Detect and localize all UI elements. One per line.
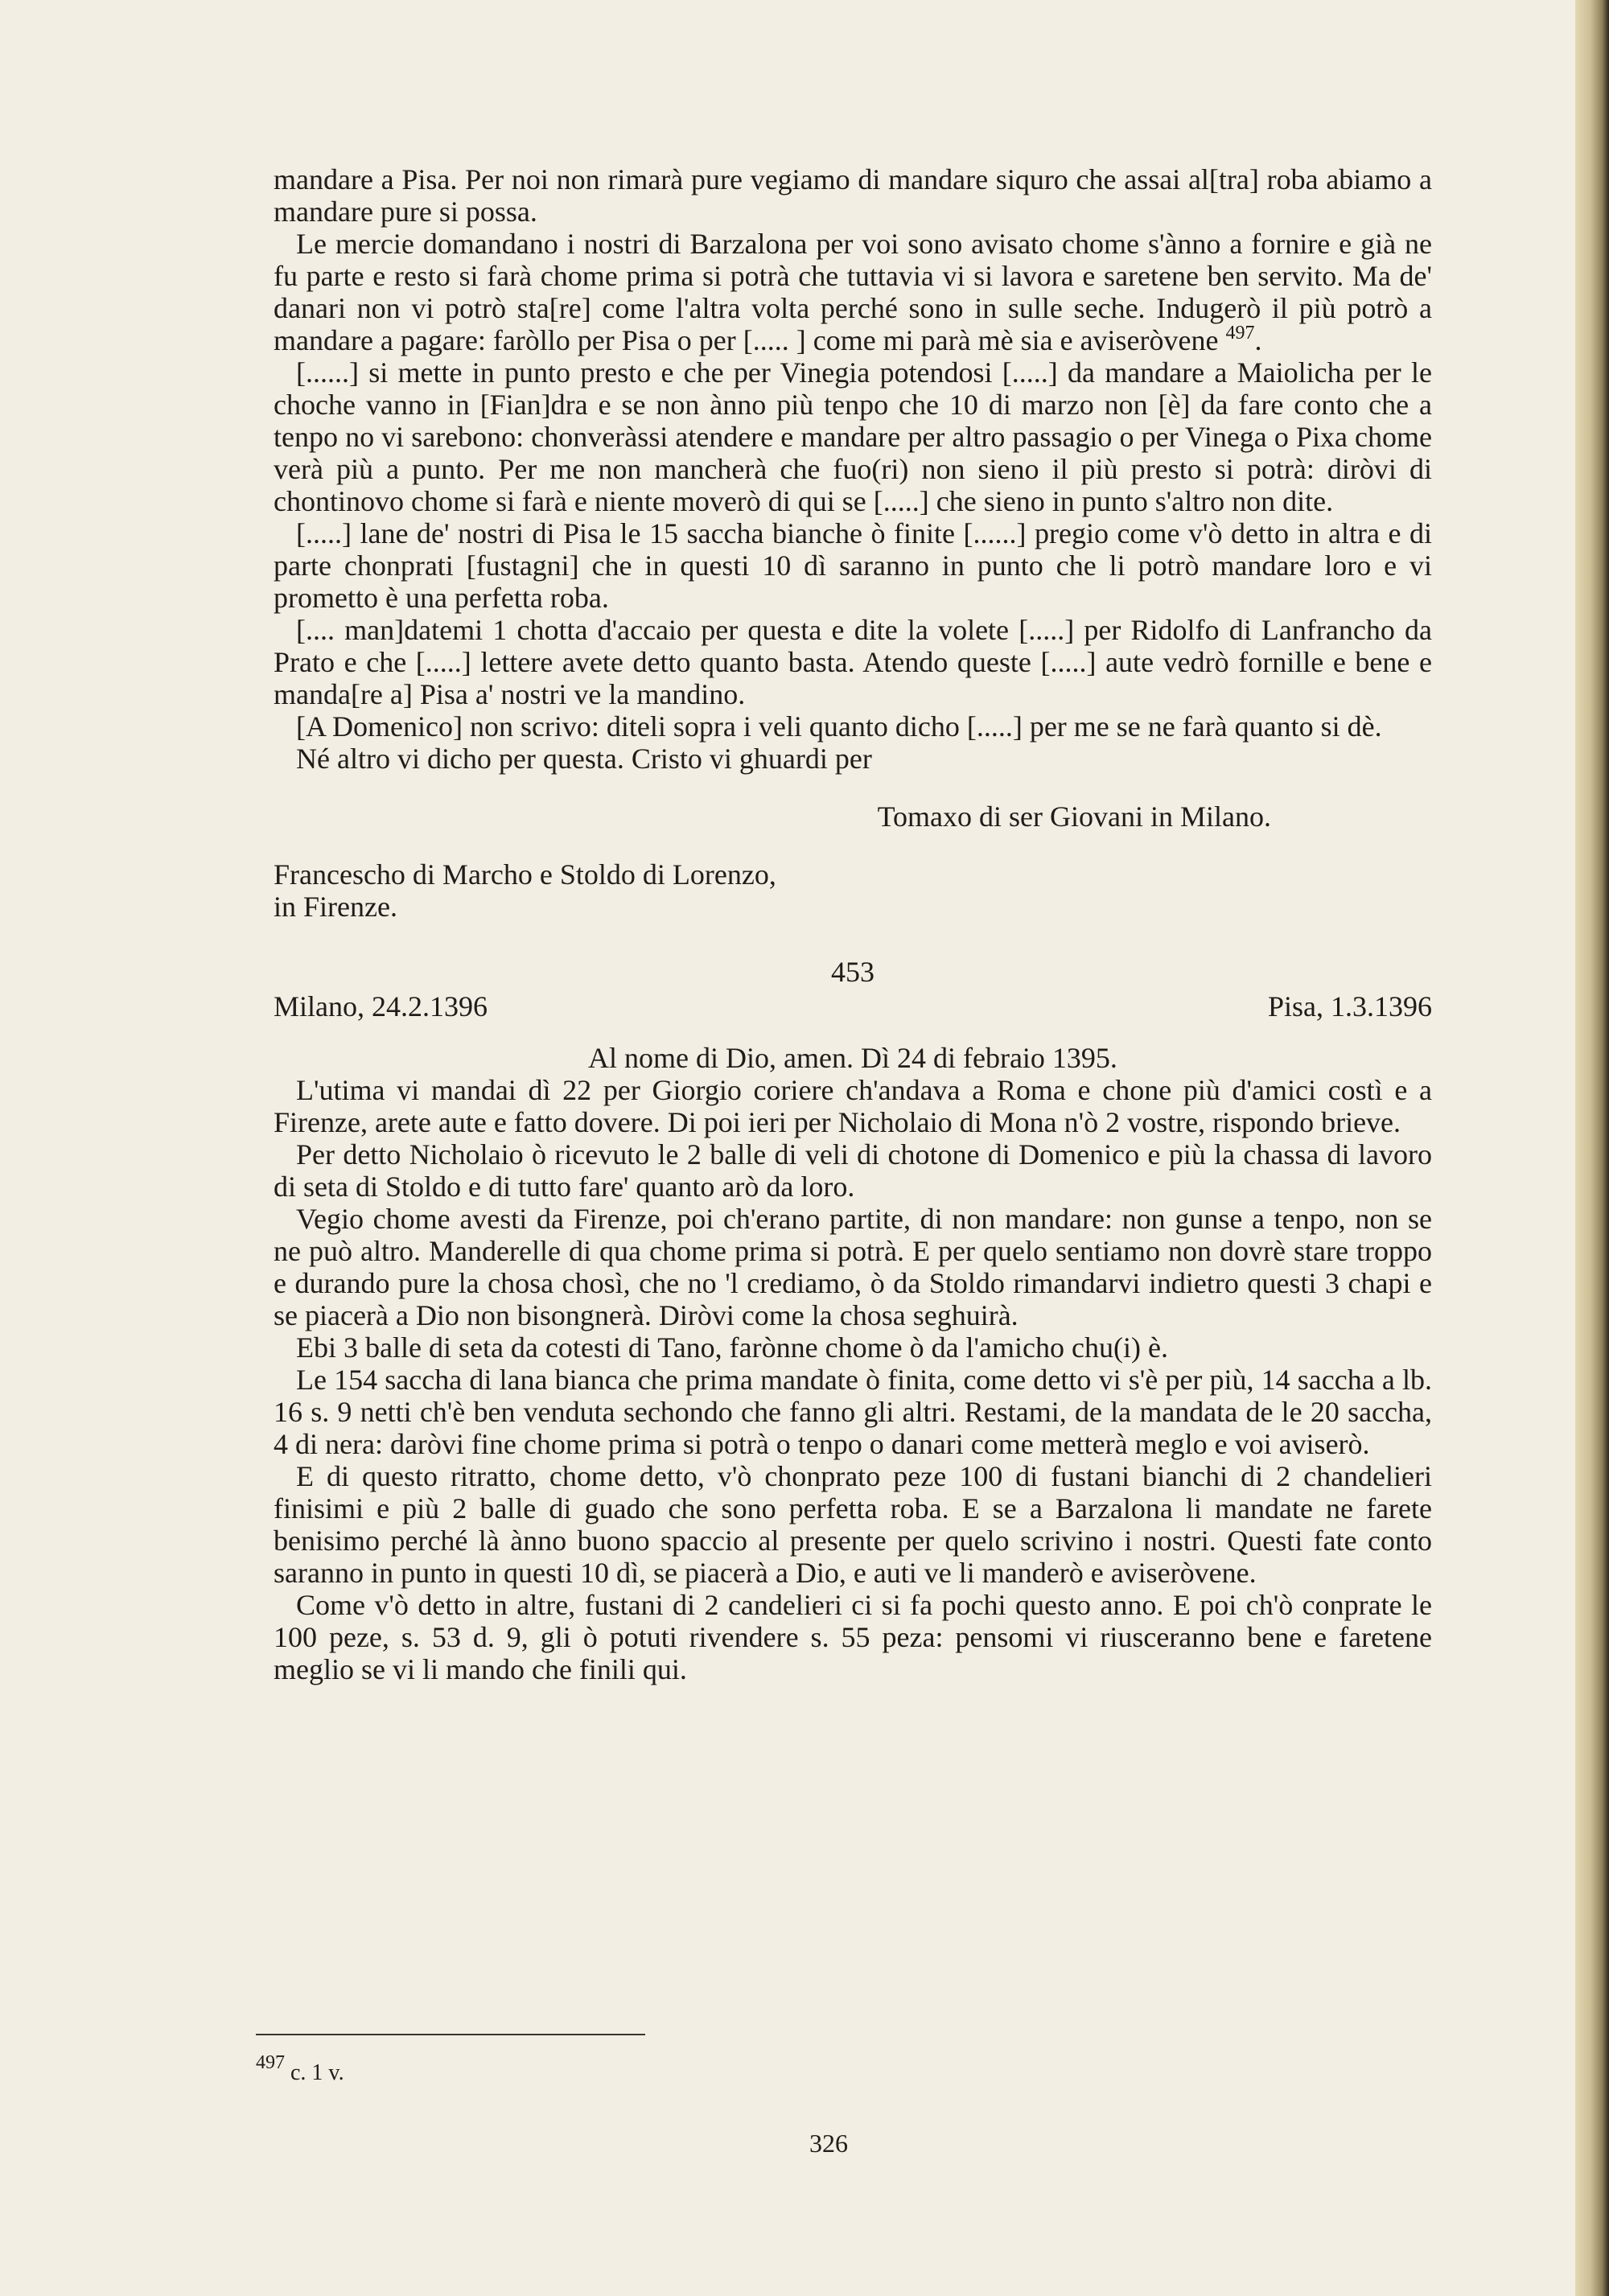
main-text (274, 163, 1432, 1685)
footnote-text: c. 1 v. (290, 2060, 344, 2085)
paragraph: Per detto Nicholaio ò ricevuto le 2 balle di veli di chotone di Domenico e più la chassa di lavoro di seta di Stoldo e di tutto fare' quanto arò da loro. (274, 1138, 1432, 1203)
paragraph: [......] si mette in punto presto e che per Vinegia potendosi [.....] da mandare a Maiolicha per le choche vanno in [Fian]dra e se non ànno più tenpo che 10 di marzo non [è] da fare conto che a tenpo no vi sarebono: chonveràssi atendere e mandare per altro passagio o per Vinega o Pixa chome verà più a punto. Per me non mancherà che fuo(ri) non sieno il più presto si potrà: diròvi di chontinovo chome si farà e niente moverò di qui se [.....] che sieno in punto s'altro non dite. (274, 356, 1432, 517)
letter-route (274, 990, 1432, 1023)
footnote-number: 497 (256, 2052, 285, 2073)
paragraph: E di questo ritratto, chome detto, v'ò chonprato peze 100 di fustani bianchi di 2 chandelieri finisimi e più 2 balle di guado che sono perfetta roba. E se a Barzalona li mandate ne farete benisimo perché là ànno buono spaccio al presente per quelo scrivino i nostri. Questi fate conto saranno in punto in questi 10 dì, se piacerà a Dio, e auti ve li manderò e aviseròvene. (274, 1460, 1432, 1589)
letter-origin: Milano, 24.2.1396 (274, 990, 488, 1023)
paragraph: Né altro vi dicho per questa. Cristo vi ghuardi per (296, 743, 872, 775)
paragraph: [.... man]datemi 1 chotta d'accaio per questa e dite la volete [.....] per Ridolfo di Lanfrancho da Prato e che [.....] lettere avete detto quanto basta. Atendo queste [.....] aute vedrò fornille e bene e manda[re a] Pisa a' nostri ve la mandino. (274, 614, 1432, 710)
footnote-reference[interactable]: 497 (1225, 323, 1255, 344)
paragraph: [.....] lane de' nostri di Pisa le 15 saccha bianche ò finite [......] pregio come v'ò detto in altra e di parte chonprati [fustagni] che in questi 10 dì saranno in punto che li potrò mandare loro e vi prometto è una perfetta roba. (274, 517, 1432, 614)
address-line: Francescho di Marcho e Stoldo di Lorenzo, (274, 858, 776, 891)
paragraph: Le 154 saccha di lana bianca che prima mandate ò finita, come detto vi s'è per più, 14 saccha a lb. 16 s. 9 netti ch'è ben venduta sechondo che fanno gli altri. Restami, de la mandata de le 20 saccha, 4 di nera: daròvi fine chome prima si potrà o tenpo o danari come metterà meglo e voi aviserò. (274, 1364, 1432, 1460)
paragraph: Ebi 3 balle di seta da cotesti di Tano, farònne chome ò da l'amicho chu(i) è. (296, 1331, 1168, 1364)
paragraph-continuation: mandare a Pisa. Per noi non rimarà pure vegiamo di mandare siquro che assai al[tra] roba abiamo a mandare pure si possa. (274, 163, 1432, 228)
page-edge (1575, 0, 1609, 2296)
paragraph: Come v'ò detto in altre, fustani di 2 candelieri ci si fa pochi questo anno. E poi ch'ò conprate le 100 peze, s. 53 d. 9, gli ò potuti rivendere s. 55 peza: pensomi vi riusceranno bene e faretene meglio se vi li mando che finili qui. (274, 1589, 1432, 1685)
page-number: 326 (809, 2129, 848, 2158)
footnote-divider (256, 2034, 645, 2035)
paragraph: L'utima vi mandai dì 22 per Giorgio coriere ch'andava a Roma e chone più d'amici costì e a Firenze, arete aute e fatto dovere. Di poi ieri per Nicholaio di Mona n'ò 2 vostre, rispondo brieve. (274, 1074, 1432, 1138)
signature: Tomaxo di ser Giovani in Milano. (877, 800, 1271, 833)
paragraph-text: Le mercie domandano i nostri di Barzalona per voi sono avisato chome s'ànno a fornire e già ne fu parte e resto si farà chome prima si potrà che tuttavia vi si lavora e saretene ben servito. Ma de' danari non vi potrò sta[re] come l'altra volta perché sono in sulle seche. Indugerò il più potrò a mandare a pagare: faròllo per Pisa o per [..... ] come mi parà mè sia e aviseròvene (274, 228, 1432, 356)
address-line: in Firenze. (274, 891, 397, 923)
footnote (256, 2052, 344, 2087)
letter-destination: Pisa, 1.3.1396 (1267, 990, 1432, 1023)
letter-salutation: Al nome di Dio, amen. Dì 24 di febraio 1395. (588, 1042, 1117, 1074)
letter-number: 453 (831, 956, 874, 988)
paragraph: [A Domenico] non scrivo: diteli sopra i veli quanto dicho [.....] per me se ne farà quanto si dè. (296, 710, 1382, 743)
paragraph: Le mercie domandano i nostri di Barzalona per voi sono avisato chome s'ànno a fornire e già ne fu parte e resto si farà chome prima si potrà che tuttavia vi si lavora e saretene ben servito. Ma de' danari non vi potrò sta[re] come l'altra volta perché sono in sulle seche. Indugerò il più potrò a mandare a pagare: faròllo per Pisa o per [..... ] come mi parà mè sia e aviseròvene $^{497}$. (274, 228, 1432, 356)
recipient-address (274, 858, 1432, 923)
paragraph: Vegio chome avesti da Firenze, poi ch'erano partite, di non mandare: non gunse a tenpo, non se ne può altro. Manderelle di qua chome prima si potrà. E per quelo sentiamo non dovrè stare troppo e durando pure la chosa chosì, che no 'l crediamo, ò da Stoldo rimandarvi indietro questi 3 chapi e se piacerà a Dio non bisongnerà. Diròvi come la chosa seghuirà. (274, 1203, 1432, 1331)
